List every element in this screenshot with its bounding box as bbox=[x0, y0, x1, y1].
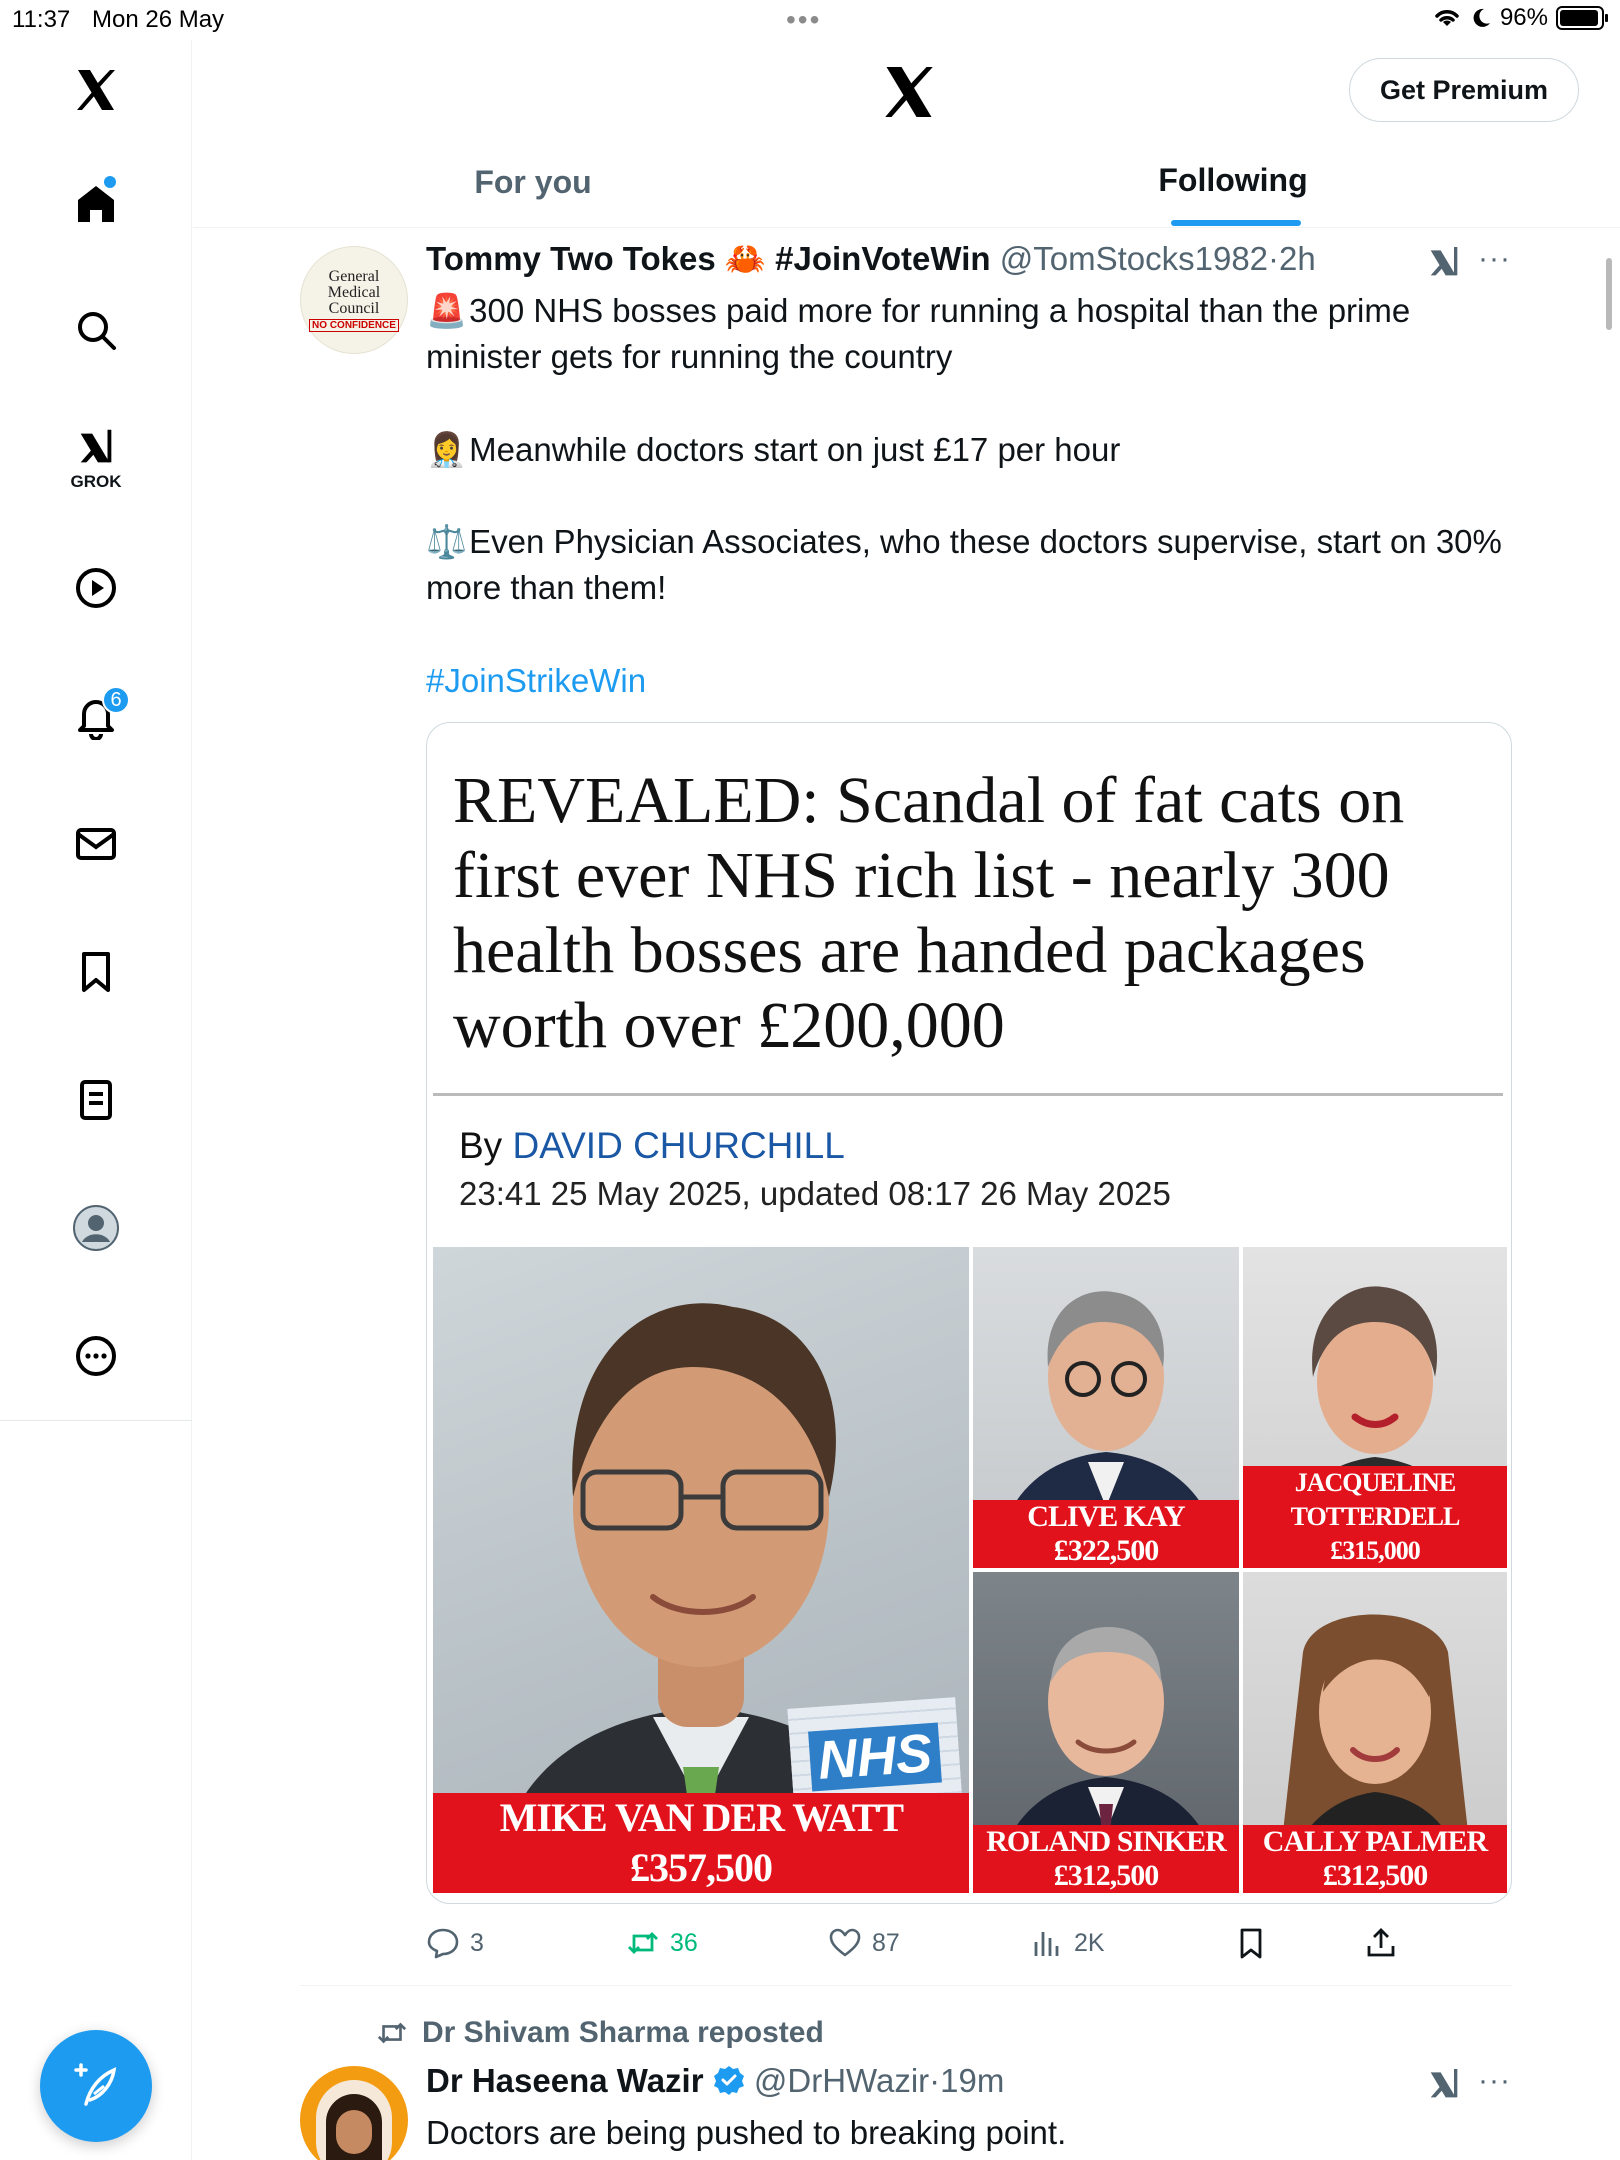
article-divider bbox=[433, 1093, 1503, 1096]
profile-avatar-icon bbox=[72, 1204, 120, 1252]
caption-amount: £315,000 bbox=[1330, 1536, 1420, 1565]
separator-dot: · bbox=[929, 2062, 941, 2099]
tweet-text: 300 NHS bosses paid more for running a hospital than the prime minister gets for running the country bbox=[426, 292, 1411, 375]
tab-for-you[interactable]: For you bbox=[474, 164, 592, 200]
tweet-paragraph bbox=[426, 519, 1506, 611]
author-name[interactable]: Tommy Two Tokes bbox=[426, 240, 716, 277]
play-circle-icon bbox=[72, 564, 120, 612]
notifications-badge: 6 bbox=[102, 686, 130, 714]
caption-name: ROLAND SINKER bbox=[986, 1825, 1226, 1858]
sidebar-nav bbox=[0, 40, 192, 2160]
caption-name: MIKE VAN DER WATT bbox=[499, 1795, 903, 1840]
grok-icon bbox=[73, 424, 119, 470]
photo-cally-palmer bbox=[1243, 1572, 1507, 1893]
caption-amount: £357,500 bbox=[630, 1845, 772, 1890]
sidebar-item-home[interactable] bbox=[56, 164, 136, 244]
author-handle[interactable]: @TomStocks1982 bbox=[999, 240, 1269, 277]
status-bar bbox=[0, 0, 1620, 40]
sidebar-item-grok[interactable] bbox=[56, 418, 136, 498]
byline-prefix: By bbox=[459, 1125, 503, 1166]
battery-level bbox=[1560, 10, 1598, 26]
repost-button[interactable] bbox=[626, 1926, 698, 1960]
bookmark-icon bbox=[1234, 1926, 1268, 1960]
moon-icon bbox=[1470, 7, 1492, 29]
article-card[interactable] bbox=[426, 722, 1512, 1904]
caption-name: CALLY PALMER bbox=[1262, 1825, 1488, 1858]
sidebar-item-lists[interactable] bbox=[56, 1060, 136, 1140]
compose-post-button[interactable] bbox=[40, 2030, 152, 2142]
x-logo-icon[interactable] bbox=[879, 62, 939, 122]
reply-icon bbox=[426, 1926, 460, 1960]
author-name-suffix: #JoinVoteWin bbox=[775, 240, 991, 277]
tweet-text: Even Physician Associates, who these doctors supervise, start on 30% more than them! bbox=[426, 523, 1502, 606]
caption-name: JACQUELINE TOTTERDELL bbox=[1290, 1468, 1460, 1531]
repost-count: 36 bbox=[670, 1928, 698, 1957]
share-button[interactable] bbox=[1364, 1926, 1398, 1960]
home-unread-dot bbox=[104, 176, 116, 188]
tweet-time[interactable]: 19m bbox=[940, 2062, 1005, 2099]
wifi-icon bbox=[1432, 6, 1462, 30]
sidebar-item-bookmarks[interactable] bbox=[56, 932, 136, 1012]
mail-icon bbox=[72, 820, 120, 868]
tweet-paragraph bbox=[426, 288, 1506, 380]
bookmark-icon bbox=[72, 948, 120, 996]
status-indicators bbox=[1432, 4, 1604, 32]
verified-badge-icon bbox=[713, 2064, 745, 2096]
status-time: 11:37 bbox=[12, 6, 71, 33]
photo-caption bbox=[973, 1500, 1239, 1568]
battery-percent: 96% bbox=[1499, 4, 1548, 31]
author-handle[interactable]: @DrHWazir bbox=[753, 2062, 930, 2099]
sidebar-divider bbox=[0, 1420, 192, 1421]
repost-icon bbox=[376, 2017, 408, 2049]
grok-icon[interactable] bbox=[1424, 2064, 1464, 2104]
article-title: REVEALED: Scandal of fat cats on first ever NHS rich list - nearly 300 health bosses are handed packages worth over £200,000 bbox=[453, 764, 1405, 1062]
scales-emoji: ⚖️ bbox=[426, 523, 468, 560]
tweet-header bbox=[426, 2062, 1004, 2100]
sidebar-item-video[interactable] bbox=[56, 548, 136, 628]
photo-jacqueline-totterdell bbox=[1243, 1247, 1507, 1568]
photo-caption bbox=[1243, 1825, 1507, 1893]
status-date: Mon 26 May bbox=[92, 6, 225, 33]
like-count: 87 bbox=[872, 1928, 900, 1957]
multitasking-dots-icon[interactable]: ••• bbox=[786, 4, 822, 35]
doctor-emoji: 👩‍⚕️ bbox=[426, 431, 468, 468]
reply-button[interactable] bbox=[426, 1926, 484, 1960]
tab-following[interactable]: Following bbox=[1158, 162, 1308, 198]
photo-caption bbox=[433, 1793, 969, 1893]
analytics-icon bbox=[1030, 1926, 1064, 1960]
siren-emoji: 🚨 bbox=[426, 292, 468, 329]
tweet-text: Doctors are being pushed to breaking point. bbox=[426, 2114, 1067, 2151]
caption-name: CLIVE KAY bbox=[1027, 1500, 1185, 1533]
bookmark-button[interactable] bbox=[1234, 1926, 1268, 1960]
views-button[interactable] bbox=[1030, 1926, 1105, 1960]
tweet-time[interactable]: 2h bbox=[1279, 240, 1316, 277]
reposted-by-label[interactable]: Dr Shivam Sharma reposted bbox=[422, 2016, 824, 2049]
repost-context bbox=[376, 2016, 824, 2050]
more-options-icon[interactable]: ··· bbox=[1478, 242, 1511, 275]
more-circle-icon bbox=[72, 1332, 120, 1380]
photo-caption bbox=[973, 1825, 1239, 1893]
repost-icon bbox=[626, 1926, 660, 1960]
more-options-icon[interactable]: ··· bbox=[1478, 2064, 1511, 2097]
separator-dot: · bbox=[1268, 240, 1280, 277]
avatar-text-line: Council bbox=[328, 299, 380, 317]
nhs-logo-text: NHS bbox=[808, 1723, 942, 1792]
compose-feather-icon bbox=[68, 2058, 124, 2114]
reply-count: 3 bbox=[470, 1928, 484, 1957]
share-icon bbox=[1364, 1926, 1398, 1960]
crab-emoji: 🦀 bbox=[724, 240, 766, 277]
photo-mike-van-der-watt bbox=[433, 1247, 969, 1893]
grok-label: GROK bbox=[70, 472, 122, 491]
caption-amount: £322,500 bbox=[1053, 1534, 1159, 1567]
scrollbar-thumb[interactable] bbox=[1606, 258, 1612, 330]
sidebar-item-explore[interactable] bbox=[56, 290, 136, 370]
tweet-paragraph bbox=[426, 427, 1506, 473]
article-date: 23:41 25 May 2025, updated 08:17 26 May 2025 bbox=[459, 1175, 1171, 1212]
avatar-badge: NO CONFIDENCE bbox=[309, 319, 399, 332]
avatar-skin bbox=[336, 2110, 372, 2154]
timeline-header bbox=[193, 40, 1620, 228]
avatar[interactable] bbox=[300, 246, 408, 354]
x-logo-link[interactable] bbox=[56, 50, 136, 130]
avatar[interactable] bbox=[300, 2066, 408, 2160]
photo-roland-sinker bbox=[973, 1572, 1239, 1893]
hashtag-link[interactable]: #JoinStrikeWin bbox=[426, 662, 647, 699]
sidebar-item-notifications[interactable] bbox=[56, 676, 136, 756]
like-button[interactable] bbox=[828, 1926, 900, 1960]
avatar-text-line: General bbox=[328, 267, 380, 285]
list-icon bbox=[72, 1076, 120, 1124]
battery-icon bbox=[1556, 6, 1604, 30]
view-count: 2K bbox=[1074, 1928, 1105, 1957]
tweet-text: Meanwhile doctors start on just £17 per hour bbox=[469, 431, 1121, 468]
active-tab-indicator bbox=[1171, 220, 1301, 226]
article-author: DAVID CHURCHILL bbox=[512, 1125, 845, 1166]
photo-clive-kay bbox=[973, 1247, 1239, 1568]
tweet-divider bbox=[300, 1985, 1512, 1986]
avatar-text-line: Medical bbox=[327, 283, 381, 301]
author-name[interactable]: Dr Haseena Wazir bbox=[426, 2062, 704, 2099]
grok-icon[interactable] bbox=[1424, 242, 1464, 282]
get-premium-button[interactable]: Get Premium bbox=[1349, 58, 1579, 122]
sidebar-item-more[interactable] bbox=[56, 1316, 136, 1396]
caption-amount: £312,500 bbox=[1053, 1859, 1159, 1892]
photo-caption bbox=[1243, 1466, 1507, 1568]
x-logo-icon bbox=[72, 66, 120, 114]
caption-amount: £312,500 bbox=[1322, 1859, 1428, 1892]
article-photo-grid bbox=[433, 1247, 1507, 1893]
search-icon bbox=[72, 306, 120, 354]
tweet-header bbox=[426, 240, 1316, 279]
heart-icon bbox=[828, 1926, 862, 1960]
sidebar-item-profile[interactable] bbox=[56, 1188, 136, 1268]
sidebar-item-messages[interactable] bbox=[56, 804, 136, 884]
article-byline bbox=[459, 1125, 845, 1167]
